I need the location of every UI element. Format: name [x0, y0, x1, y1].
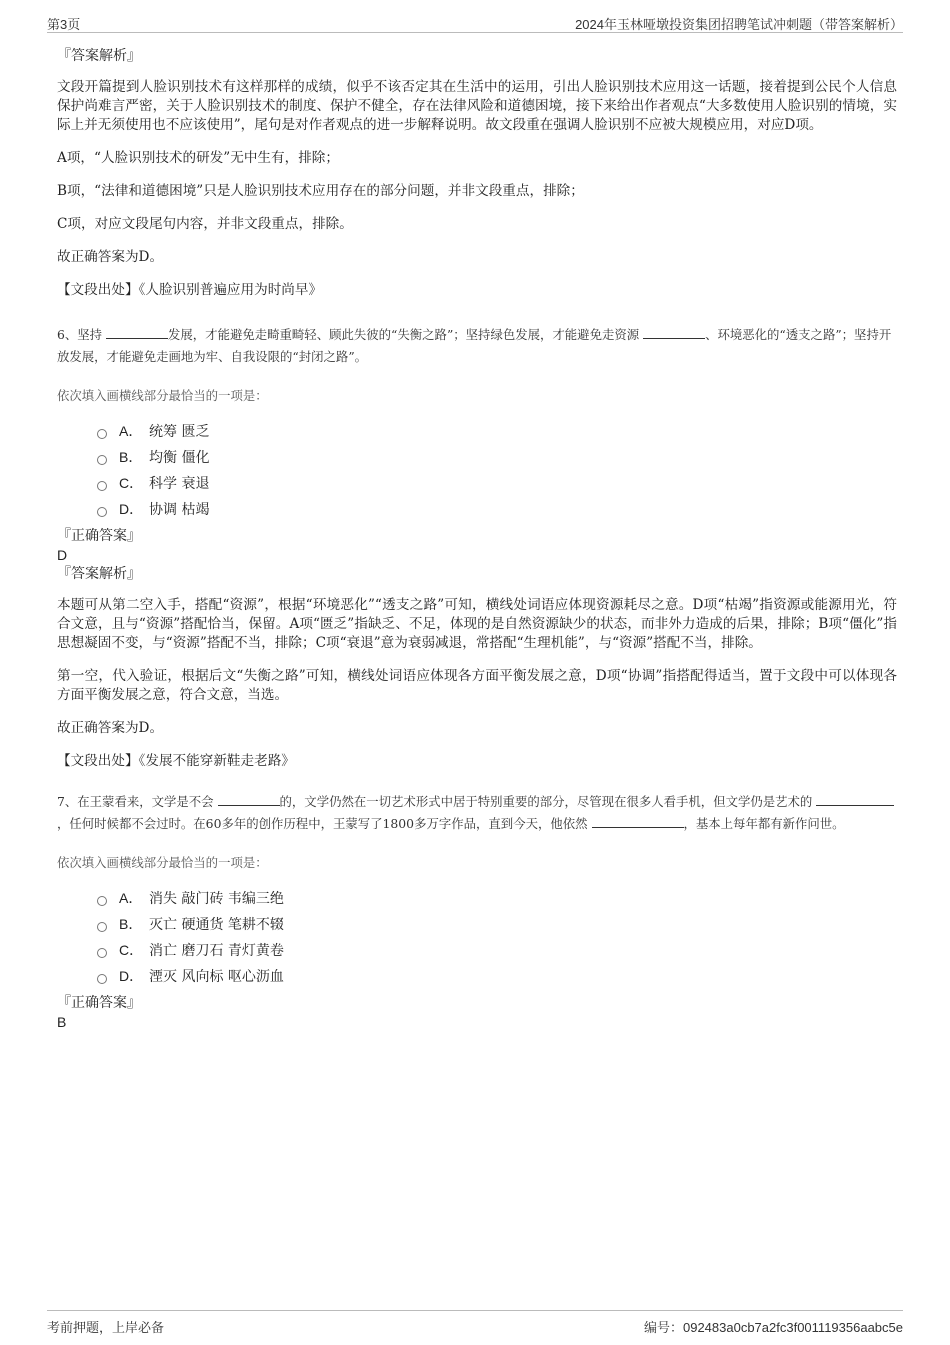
option-letter: C． — [119, 475, 144, 491]
footer-code — [644, 1317, 903, 1336]
correct-answer: B — [57, 1014, 67, 1030]
analysis-option-b: B项，“法律和道德困境”只是人脸识别技术应用存在的部分问题，并非文段重点，排除； — [57, 183, 584, 199]
page-footer — [47, 1310, 903, 1337]
stem-text: 7、在王蒙看来，文学是不会 — [57, 794, 214, 809]
option-a[interactable] — [97, 885, 897, 911]
analysis-option-c: C项，对应文段尾句内容，并非文段重点，排除。 — [57, 216, 353, 232]
blank-2 — [643, 326, 705, 339]
q5-analysis-section — [57, 46, 897, 300]
option-letter: D． — [119, 501, 144, 517]
option-text: 灭亡 硬通货 笔耕不辍 — [149, 917, 284, 933]
document-title: 2024年玉林哑墩投资集团招聘笔试冲刺题（带答案解析） — [575, 17, 903, 32]
footer-code-value: 092483a0cb7a2fc3f001119356aabc5e — [682, 1320, 903, 1335]
option-d[interactable] — [97, 496, 897, 522]
answer-block — [57, 993, 897, 1031]
stem-text: ，基本上每年都有新作问世。 — [683, 816, 845, 831]
option-c[interactable] — [97, 470, 897, 496]
option-letter: B． — [119, 916, 143, 932]
question-7 — [57, 791, 897, 1031]
correct-answer-title: 『正确答案』 — [57, 995, 141, 1011]
page-content — [57, 46, 897, 1031]
radio-icon[interactable] — [97, 455, 107, 465]
question-stem — [57, 324, 897, 368]
option-list — [97, 885, 897, 989]
option-b[interactable] — [97, 444, 897, 470]
correct-answer-title: 『正确答案』 — [57, 528, 141, 544]
answer-block — [57, 526, 897, 584]
radio-icon[interactable] — [97, 948, 107, 958]
question-stem — [57, 791, 897, 835]
stem-text: 发展，才能避免走畸重畸轻、顾此失彼的“失衡之路”；坚持绿色发展，才能避免走资源 — [168, 327, 640, 342]
stem-text: 、环境恶化的“透支之路”；坚持开放发展，才能避免走画地为牢、自我设限的“封闭之路”。 — [57, 327, 892, 364]
radio-icon[interactable] — [97, 481, 107, 491]
option-letter: D． — [119, 968, 144, 984]
question-instruction: 依次填入画横线部分最恰当的一项是： — [57, 388, 268, 403]
radio-icon[interactable] — [97, 974, 107, 984]
option-letter: A． — [119, 890, 143, 906]
radio-icon[interactable] — [97, 896, 107, 906]
radio-icon[interactable] — [97, 507, 107, 517]
stem-text: 6、坚持 — [57, 327, 103, 342]
option-text: 协调 枯竭 — [149, 502, 210, 518]
page-header — [47, 12, 903, 33]
radio-icon[interactable] — [97, 922, 107, 932]
blank-1 — [218, 793, 280, 806]
analysis-conclusion: 故正确答案为D。 — [57, 249, 164, 265]
passage-source: 【文段出处】《发展不能穿新鞋走老路》 — [57, 753, 295, 769]
option-text: 消亡 磨刀石 青灯黄卷 — [149, 943, 284, 959]
option-letter: C． — [119, 942, 144, 958]
analysis-paragraph-1: 本题可从第二空入手，搭配“资源”，根据“环境恶化”“透支之路”可知，横线处词语应体现资源耗尽之意。D项“枯竭”指资源或能源用光，符合文意，且与“资源”搭配恰当，保留。A项“匮乏”指缺乏、不足，体现的是自然资源缺少的状态，而非外力造成的后果，排除；B项“僵化”指思想凝固不变，与“资源”搭配不当，排除；C项“衰退”意为衰弱减退，常搭配“生理机能”，与“资源”搭配不当，排除。 — [57, 597, 897, 651]
option-b[interactable] — [97, 911, 897, 937]
option-text: 均衡 僵化 — [149, 450, 210, 466]
analysis-title: 『答案解析』 — [57, 48, 141, 64]
correct-answer: D — [57, 547, 68, 563]
stem-text: 的，文学仍然在一切艺术形式中居于特别重要的部分，尽管现在很多人看手机，但文学仍是艺术的 — [279, 794, 813, 809]
stem-text: ，任何时候都不会过时。在60多年的创作历程中，王蒙写了1800多万字作品，直到今天，他依然 — [57, 816, 588, 831]
analysis-conclusion: 故正确答案为D。 — [57, 720, 164, 736]
analysis-paragraph-2: 第一空，代入验证，根据后文“失衡之路”可知，横线处词语应体现各方面平衡发展之意，D项“协调”指搭配得适当，置于文段中可以体现各方面平衡发展之意，符合文意，当选。 — [57, 668, 897, 703]
option-d[interactable] — [97, 963, 897, 989]
analysis-title: 『答案解析』 — [57, 566, 141, 582]
radio-icon[interactable] — [97, 429, 107, 439]
option-c[interactable] — [97, 937, 897, 963]
question-instruction: 依次填入画横线部分最恰当的一项是： — [57, 855, 268, 870]
page-number: 第3页 — [47, 17, 81, 32]
option-text: 消失 敲门砖 韦编三绝 — [149, 891, 284, 907]
footer-code-label: 编号： — [643, 1321, 683, 1336]
blank-2 — [816, 793, 894, 806]
blank-1 — [106, 326, 168, 339]
option-letter: B． — [119, 449, 143, 465]
blank-3 — [592, 815, 684, 828]
option-text: 统筹 匮乏 — [149, 424, 210, 440]
question-6 — [57, 324, 897, 771]
option-text: 科学 衰退 — [149, 476, 210, 492]
analysis-paragraph: 文段开篇提到人脸识别技术有这样那样的成绩，似乎不该否定其在生活中的运用，引出人脸识别技术应用这一话题，接着提到公民个人信息保护尚难言严密，关于人脸识别技术的制度、保护不健全，存在法律风险和道德困境，接下来给出作者观点“大多数使用人脸识别的情境，实际上并无须使用也不应该使用”，尾句是对作者观点的进一步解释说明。故文段重在强调人脸识别不应被大规模应用，对应D项。 — [57, 79, 897, 133]
option-text: 湮灭 风向标 呕心沥血 — [149, 969, 284, 985]
option-a[interactable] — [97, 418, 897, 444]
option-letter: A． — [119, 423, 143, 439]
analysis-option-a: A项，“人脸识别技术的研发”无中生有，排除； — [57, 150, 339, 166]
passage-source: 【文段出处】《人脸识别普遍应用为时尚早》 — [57, 282, 323, 298]
option-list — [97, 418, 897, 522]
footer-slogan: 考前押题，上岸必备 — [47, 1321, 165, 1336]
